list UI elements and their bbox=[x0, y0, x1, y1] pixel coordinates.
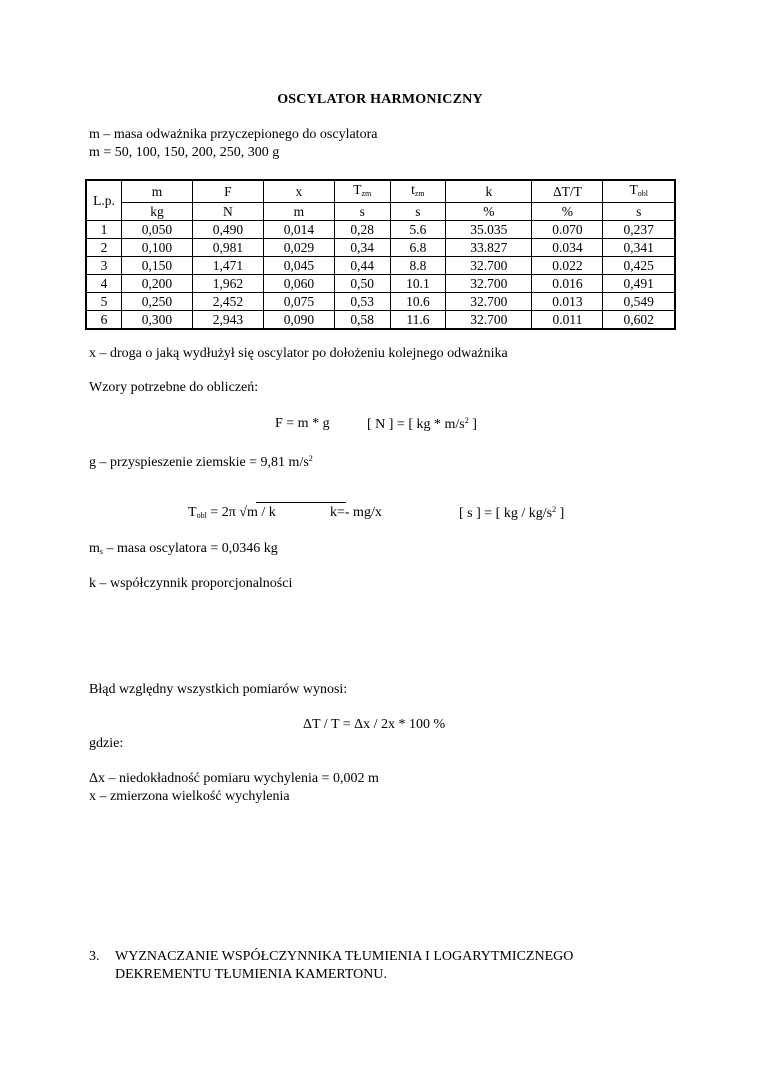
table-row bbox=[86, 311, 675, 330]
error-heading: Błąd względny wszystkich pomiarów wynosi: bbox=[89, 682, 348, 697]
cell: 0,050 bbox=[122, 221, 193, 239]
cell: 0,44 bbox=[334, 257, 390, 275]
period-units: [ s ] = [ kg / $kg/s^2$ ] bbox=[459, 505, 565, 521]
unit-cell: % bbox=[446, 203, 532, 221]
table-row bbox=[86, 239, 675, 257]
cell: 32.700 bbox=[446, 257, 532, 275]
cell: 0.016 bbox=[532, 275, 603, 293]
cell: 0,549 bbox=[603, 293, 675, 311]
cell: 32.700 bbox=[446, 293, 532, 311]
cell: 0,060 bbox=[263, 275, 334, 293]
col-header: k bbox=[446, 180, 532, 203]
cell: 0,491 bbox=[603, 275, 675, 293]
cell: 10.1 bbox=[390, 275, 446, 293]
sqrt-bar bbox=[256, 502, 346, 503]
cell: 0,50 bbox=[334, 275, 390, 293]
force-formula: F = m * g bbox=[275, 416, 330, 431]
cell: 0,981 bbox=[192, 239, 263, 257]
error-formula: ΔT / T = Δx / 2x * 100 % bbox=[303, 717, 446, 732]
k-formula: k=- mg/x bbox=[330, 505, 382, 520]
cell: 5 bbox=[86, 293, 122, 311]
formulas-heading: Wzory potrzebne do obliczeń: bbox=[89, 380, 259, 395]
mass-definition: m – masa odważnika przyczepionego do oscylatora bbox=[89, 127, 378, 142]
cell: 2,452 bbox=[192, 293, 263, 311]
cell: 0,300 bbox=[122, 311, 193, 330]
col-header: F bbox=[192, 180, 263, 203]
cell: 0,045 bbox=[263, 257, 334, 275]
section-3-heading-line1: WYZNACZANIE WSPÓŁCZYNNIKA TŁUMIENIA I LOGARYTMICZNEGO bbox=[115, 949, 574, 964]
cell: 10.6 bbox=[390, 293, 446, 311]
cell: 32.700 bbox=[446, 275, 532, 293]
g-definition: g – przyspieszenie ziemskie = 9,81 $m/s^2$ bbox=[89, 454, 313, 470]
cell: 2,943 bbox=[192, 311, 263, 330]
cell: 0,58 bbox=[334, 311, 390, 330]
cell: 0,090 bbox=[263, 311, 334, 330]
x-measured-definition: x – zmierzona wielkość wychylenia bbox=[89, 789, 290, 804]
cell: 0,237 bbox=[603, 221, 675, 239]
where-label: gdzie: bbox=[89, 736, 124, 751]
cell: 0.022 bbox=[532, 257, 603, 275]
dx-definition: Δx – niedokładność pomiaru wychylenia = 0,002 m bbox=[89, 771, 379, 786]
unit-cell: kg bbox=[122, 203, 193, 221]
cell: 0,029 bbox=[263, 239, 334, 257]
unit-cell: s bbox=[390, 203, 446, 221]
cell: 1,962 bbox=[192, 275, 263, 293]
col-header: $T_{obl}$ bbox=[603, 180, 675, 203]
table-row bbox=[86, 257, 675, 275]
cell: 1 bbox=[86, 221, 122, 239]
section-3-number: 3. bbox=[89, 949, 100, 964]
cell: 0,341 bbox=[603, 239, 675, 257]
cell: 0,425 bbox=[603, 257, 675, 275]
cell: 0.034 bbox=[532, 239, 603, 257]
col-header: x bbox=[263, 180, 334, 203]
cell: 0,28 bbox=[334, 221, 390, 239]
cell: 0.070 bbox=[532, 221, 603, 239]
cell: 2 bbox=[86, 239, 122, 257]
unit-cell: N bbox=[192, 203, 263, 221]
cell: 0,34 bbox=[334, 239, 390, 257]
cell: 3 bbox=[86, 257, 122, 275]
col-header: ΔT/T bbox=[532, 180, 603, 203]
cell: 35.035 bbox=[446, 221, 532, 239]
cell: 0,075 bbox=[263, 293, 334, 311]
cell: 6.8 bbox=[390, 239, 446, 257]
cell: 1,471 bbox=[192, 257, 263, 275]
table-row bbox=[86, 221, 675, 239]
k-definition: k – współczynnik proporcjonalności bbox=[89, 576, 293, 591]
cell: 0,250 bbox=[122, 293, 193, 311]
cell: 0,53 bbox=[334, 293, 390, 311]
force-units: [ N ] = [ kg * $m/s^2$ ] bbox=[367, 416, 477, 432]
cell: 0,150 bbox=[122, 257, 193, 275]
cell: 8.8 bbox=[390, 257, 446, 275]
cell: 11.6 bbox=[390, 311, 446, 330]
unit-cell: s bbox=[334, 203, 390, 221]
table-row bbox=[86, 275, 675, 293]
cell: 0,014 bbox=[263, 221, 334, 239]
page-title: OSCYLATOR HARMONICZNY bbox=[277, 92, 483, 107]
col-header: m bbox=[122, 180, 193, 203]
col-header: $t_{zm}$ bbox=[390, 180, 446, 203]
cell: 32.700 bbox=[446, 311, 532, 330]
cell: 0,602 bbox=[603, 311, 675, 330]
ms-definition: $m_s$ – masa oscylatora = 0,0346 kg bbox=[89, 541, 278, 556]
cell: 0,490 bbox=[192, 221, 263, 239]
x-definition: x – droga o jaką wydłużył się oscylator po dołożeniu kolejnego odważnika bbox=[89, 346, 508, 361]
cell: 5.6 bbox=[390, 221, 446, 239]
cell: 4 bbox=[86, 275, 122, 293]
measurement-table bbox=[85, 179, 676, 330]
cell: 6 bbox=[86, 311, 122, 330]
mass-values: m = 50, 100, 150, 200, 250, 300 g bbox=[89, 145, 280, 160]
unit-cell: % bbox=[532, 203, 603, 221]
cell: 33.827 bbox=[446, 239, 532, 257]
cell: 0.013 bbox=[532, 293, 603, 311]
cell: 0.011 bbox=[532, 311, 603, 330]
cell: 0,200 bbox=[122, 275, 193, 293]
unit-cell: s bbox=[603, 203, 675, 221]
cell: 0,100 bbox=[122, 239, 193, 257]
col-header: $T_{zm}$ bbox=[334, 180, 390, 203]
section-3-heading-line2: DEKREMENTU TŁUMIENIA KAMERTONU. bbox=[115, 967, 388, 982]
table-row bbox=[86, 293, 675, 311]
period-formula: $T_{obl} = 2\pi$ √m / k bbox=[188, 505, 276, 520]
unit-cell: m bbox=[263, 203, 334, 221]
lp-header: L.p. bbox=[86, 180, 122, 221]
